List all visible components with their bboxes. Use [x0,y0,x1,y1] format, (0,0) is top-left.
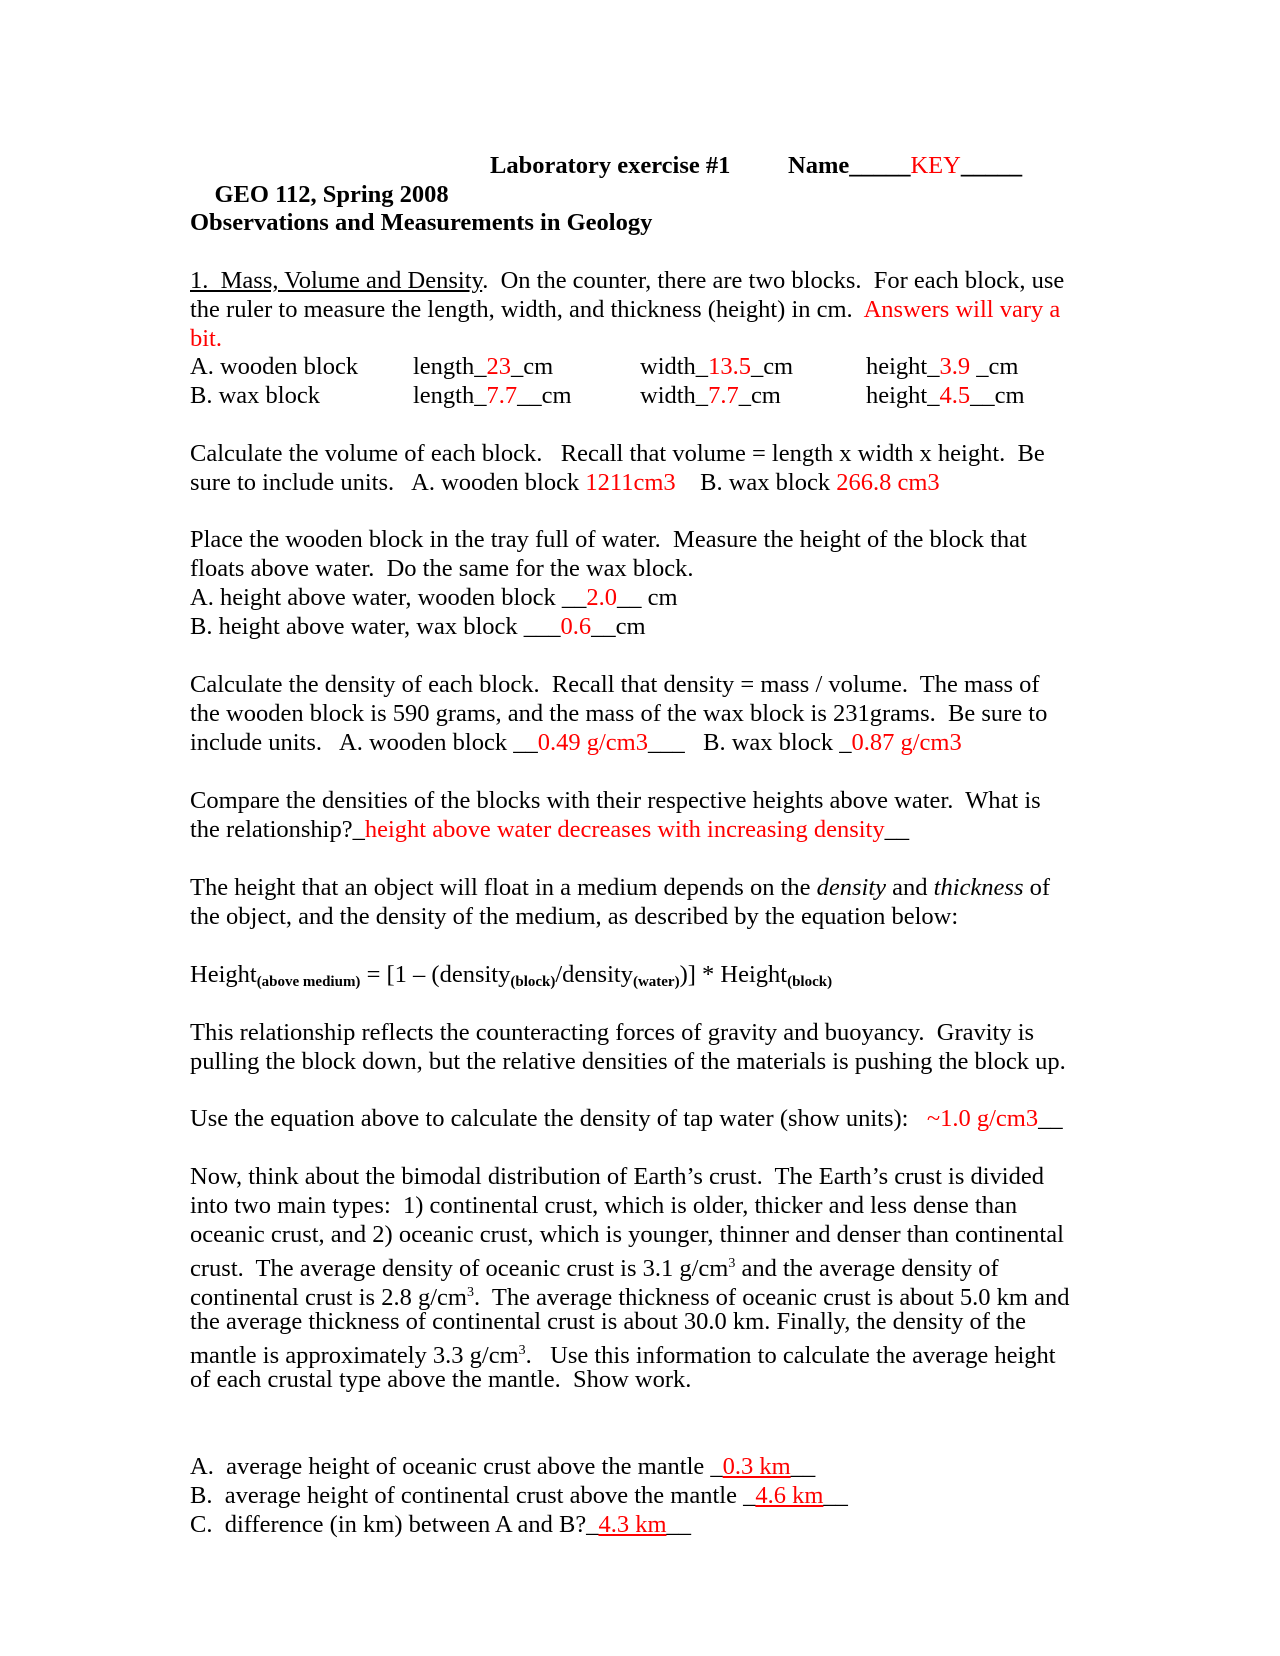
forces-line2: pulling the block down, but the relative densities of the materials is pushing the block up. [190,1048,1066,1075]
float-b-answer: 0.6 [560,613,592,640]
crust-line1: Now, think about the bimodal distribution of Earth’s crust. The Earth’s crust is divided [190,1163,1044,1190]
name-label: Name_____ [788,152,911,179]
density-wax-answer: 0.87 g/cm3 [851,729,962,756]
q1-intro-line1 [190,266,1064,295]
float-b: B. height above water, wax block ___0.6__cm [190,613,646,640]
wax-width: width_7.7_cm [640,382,781,409]
float-line1: Place the wooden block in the tray full of water. Measure the height of the block that [190,526,1027,553]
float-a-answer: 2.0 [586,584,617,611]
lab-label: Laboratory exercise #1 [490,152,731,179]
wood-length: length_23_cm [413,353,554,380]
name-tail: _____ [960,152,1023,179]
answer-b-value: 4.6 km [755,1482,824,1509]
wood-width: width_13.5_cm [640,353,794,380]
crust-line4: crust. The average density of oceanic crust is 3.1 $g/cm^3$ and the average density of [190,1255,999,1282]
answer-a-value: 0.3 km [722,1453,791,1480]
density-line3: include units. A. wooden block __0.49 g/cm3___ B. wax block _0.87 g/cm3 [190,729,962,756]
tap-water-line: Use the equation above to calculate the density of tap water (show units): ~1.0 g/cm3__ [190,1105,1063,1132]
wax-length: length_7.7__cm [413,382,572,409]
name-value: KEY [910,152,961,179]
volume-wood-answer: 1211cm3 [585,469,676,496]
answer-c: C. difference (in km) between A and B?_4.3 km__ [190,1511,691,1538]
crust-line3: oceanic crust, and 2) oceanic crust, which is younger, thinner and denser than continental [190,1221,1064,1248]
buoyancy-equation: Height$_{(above medium)}$ = [1 – (density$_{(block)}$/density$_{(water)}$)] * Height$_{(block)}$ [190,961,833,990]
float-a: A. height above water, wooden block __2.0__ cm [190,584,678,611]
crust-line6: the average thickness of continental crust is about 30.0 km. Finally, the density of the [190,1308,1026,1335]
block-label: A. wooden block [190,353,359,380]
answer-a: A. average height of oceanic crust above the mantle _0.3 km__ [190,1453,816,1480]
answer-b: B. average height of continental crust above the mantle _4.6 km__ [190,1482,848,1509]
density-line1: Calculate the density of each block. Recall that density = mass / volume. The mass of [190,671,1040,698]
crust-line5: continental crust is 2.8 $g/cm^3$. The average thickness of oceanic crust is about 5.0 km and [190,1284,1070,1311]
course-label: GEO 112, Spring 2008 [214,181,449,208]
compare-line1: Compare the densities of the blocks with their respective heights above water. What is [190,787,1041,814]
block-label: B. wax block [190,382,320,409]
density-line2: the wooden block is 590 grams, and the mass of the wax block is 231grams. Be sure to [190,700,1048,727]
crust-line8: of each crustal type above the mantle. Show work. [190,1366,692,1393]
volume-line2: sure to include units. A. wooden block 1211cm3 B. wax block 266.8 cm3 [190,469,940,496]
compare-answer: height above water decreases with increasing density [364,816,885,843]
crust-line2: into two main types: 1) continental crust, which is older, thicker and less dense than [190,1192,1018,1219]
float-line2: floats above water. Do the same for the wax block. [190,555,694,582]
forces-line1: This relationship reflects the counteracting forces of gravity and buoyancy. Gravity is [190,1019,1035,1046]
answer-c-value: 4.3 km [598,1511,667,1538]
q1-note: Answers will vary a [863,296,1061,323]
q1-heading: 1. Mass, Volume and Density [190,267,483,294]
wax-height: height_4.5__cm [866,382,1025,409]
q1-intro-line2 [190,295,1060,324]
volume-wax-answer: 266.8 cm3 [836,469,940,496]
tap-water-answer: ~1.0 g/cm3 [926,1105,1039,1132]
wood-height: height_3.9 _cm [866,353,1019,380]
crust-line7: mantle is approximately 3.3 $g/cm^3$. Use this information to calculate the average height [190,1342,1056,1369]
floatdesc-line2: the object, and the density of the medium, as described by the equation below: [190,903,959,930]
volume-line1: Calculate the volume of each block. Recall that volume = length x width x height. Be [190,440,1045,467]
block-row-wood [190,352,358,381]
q1-intro-text: . On the counter, there are two blocks. For each block, use [482,267,1065,294]
density-wood-answer: 0.49 g/cm3 [537,729,648,756]
compare-line2: the relationship?_height above water decreases with increasing density__ [190,816,910,843]
name-field [788,151,1022,180]
q1-intro-text2: the ruler to measure the length, width, and thickness (height) in cm. [190,296,864,323]
page-title: Observations and Measurements in Geology [190,209,653,236]
q1-note-cont: bit. [190,325,222,352]
floatdesc-line1: The height that an object will float in a medium depends on the density and thickness of [190,874,1051,901]
block-row-wax [190,381,320,410]
